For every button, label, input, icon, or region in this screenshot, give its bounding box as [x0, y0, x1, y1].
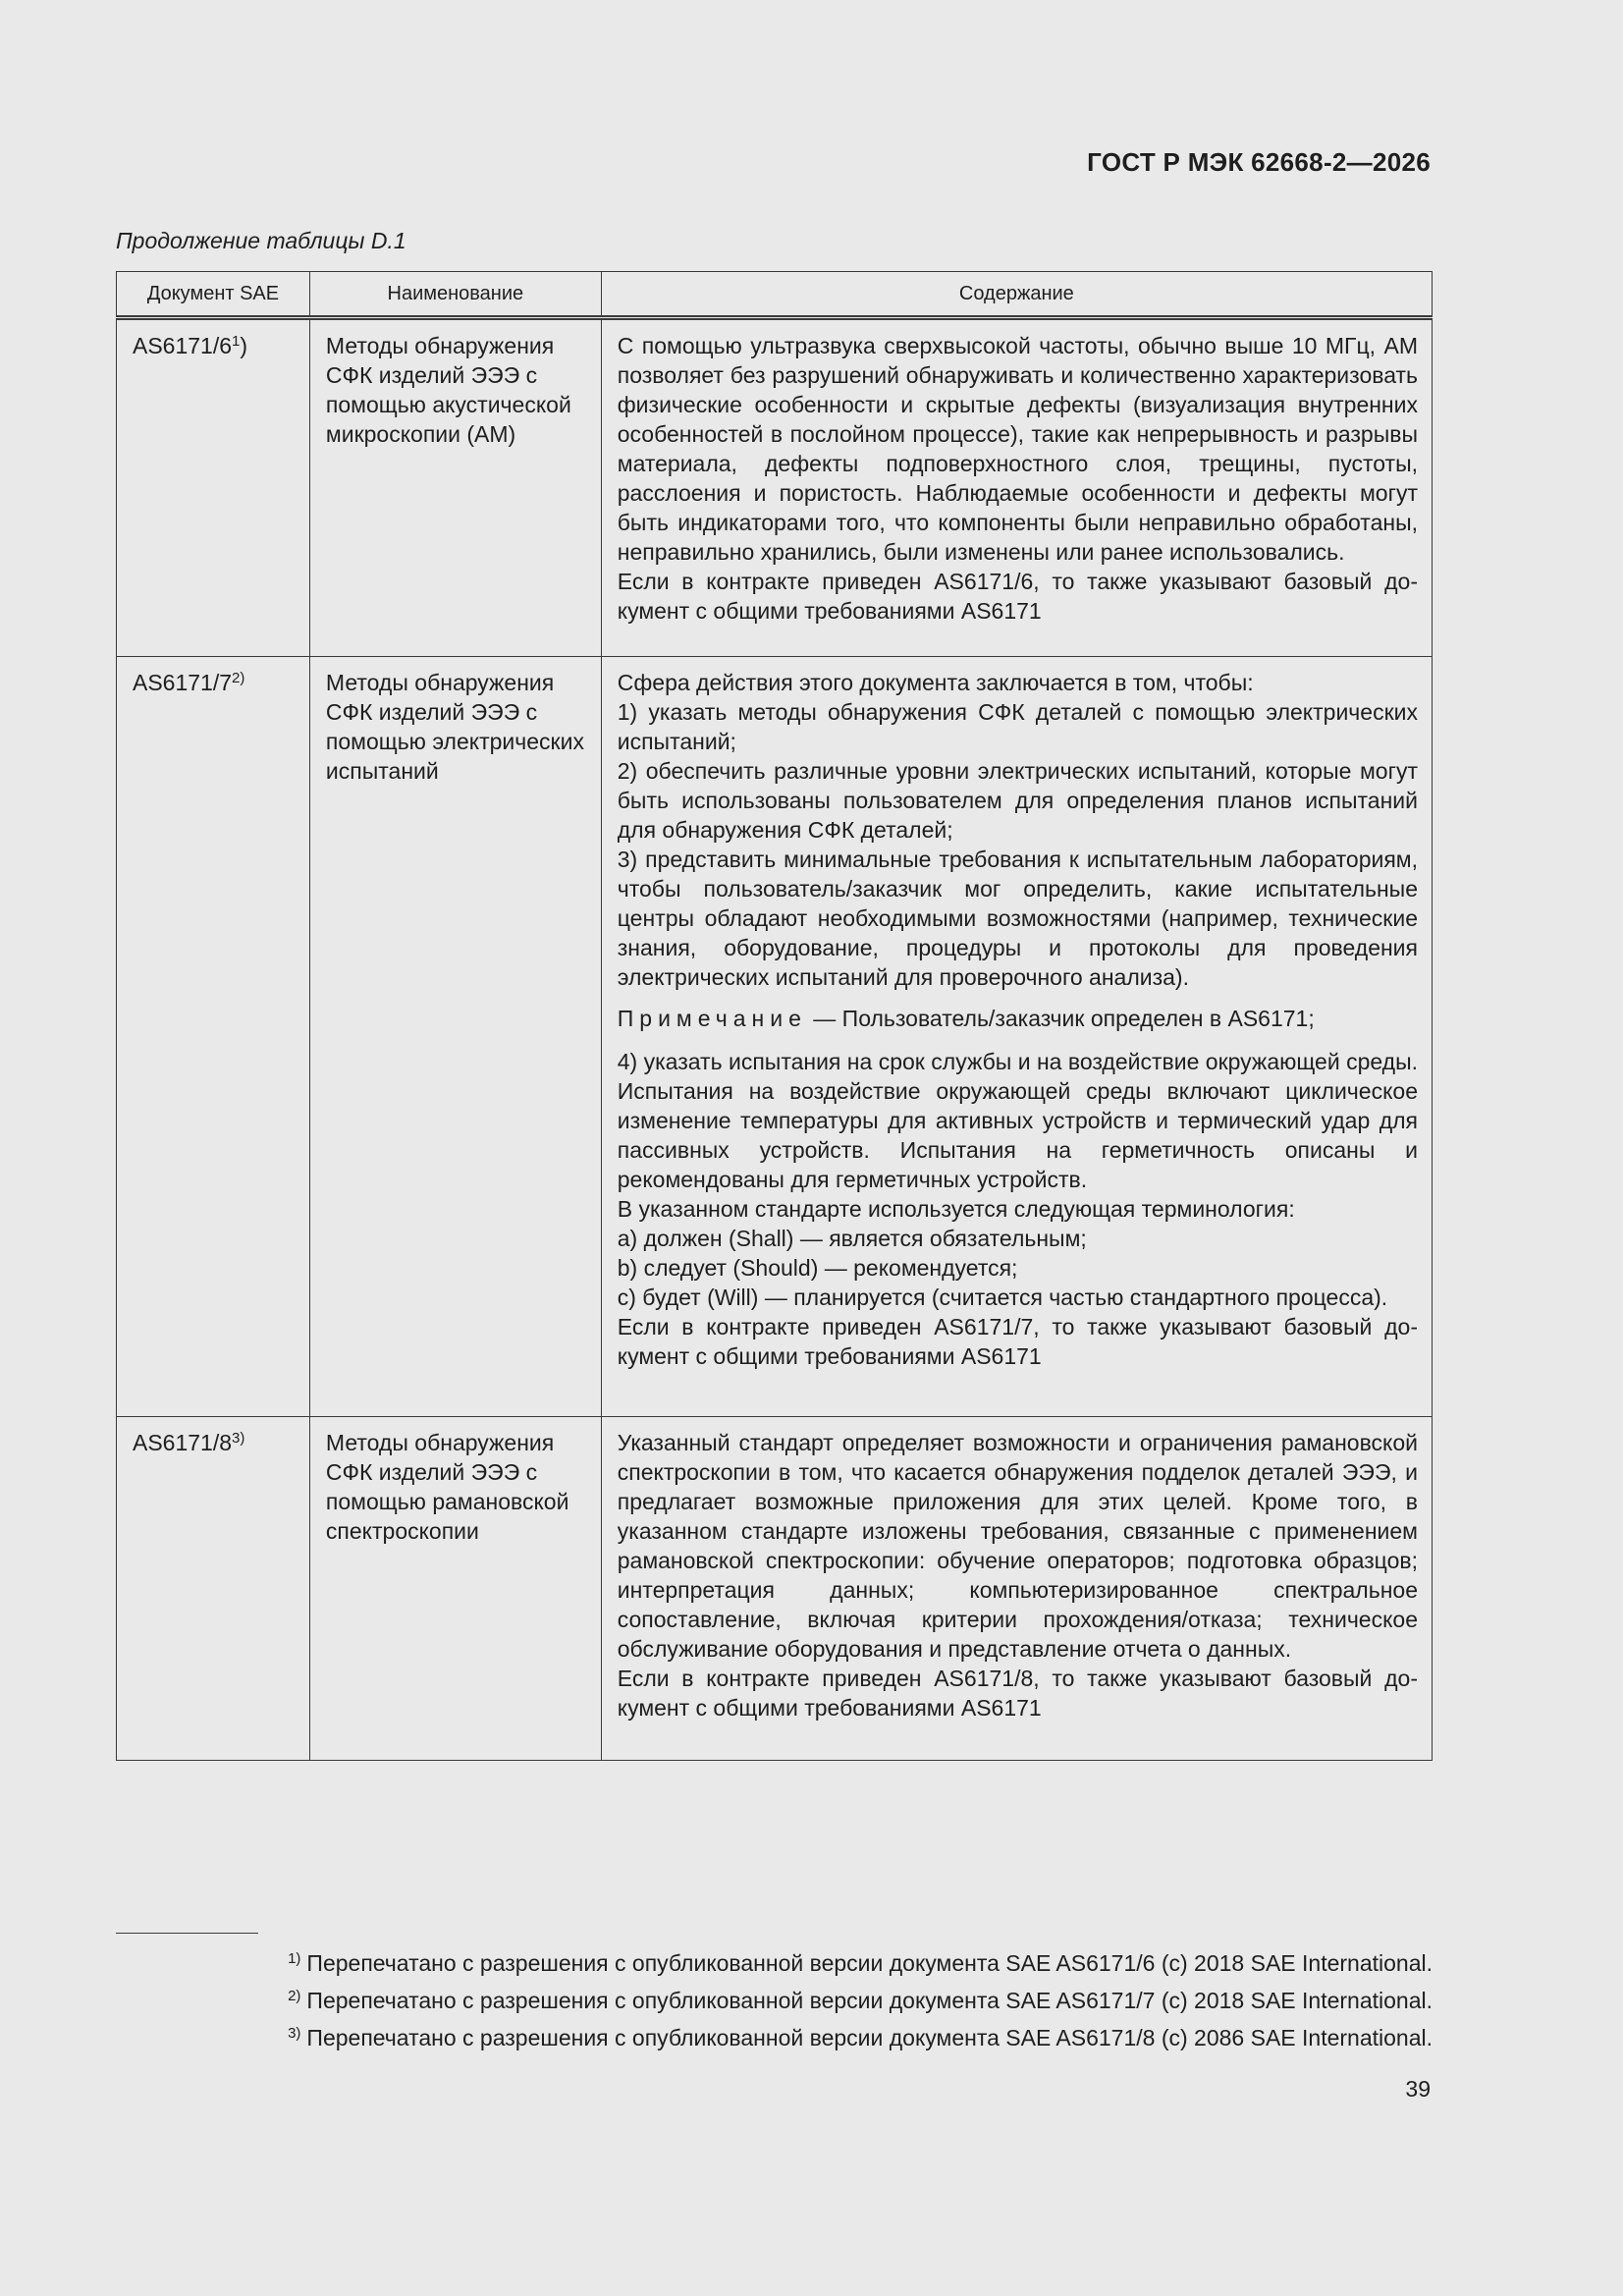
- document-cell: [117, 1417, 310, 1761]
- footnote-2: [0, 1982, 1433, 2019]
- table-row-as6171-7: [117, 657, 1433, 1417]
- standard-designation: ГОСТ Р МЭК 62668-2—2026: [1087, 147, 1431, 177]
- footnote-mark: 1): [288, 1950, 301, 1967]
- content-paragraph: Если в контракте приведен AS6171/8, то также указывают базовый документ с общими требованиями AS6171: [617, 1666, 1418, 1721]
- column-header-document: Документ SAE: [117, 272, 310, 318]
- footnote-ref: 1: [232, 333, 241, 350]
- note-text: — Пользователь/заказчик определен в AS6171;: [806, 1006, 1315, 1031]
- document-cell: [117, 318, 310, 657]
- name-cell: Методы обнаружения СФК изделий ЭЭЭ с помощью электрических испытаний: [309, 657, 601, 1417]
- content-paragraph: Сфера действия этого документа заключается в том, чтобы:: [617, 670, 1254, 695]
- table-header-row: [117, 272, 1433, 318]
- column-header-name: Наименование: [309, 272, 601, 318]
- content-paragraph: 3) представить минимальные требования к испытательным лабораториям, чтобы пользователь/заказчик мог определить, какие испытательные центры обладают необходимыми возможностями (например, технические знания, оборудование, процедуры и протоколы для проведения электрических испытаний для проверочного анализа).: [617, 847, 1418, 990]
- footnote-ref-paren: ): [240, 333, 248, 358]
- footnote-ref: 3): [232, 1430, 245, 1447]
- document-id: AS6171/6: [133, 333, 233, 358]
- content-cell: [601, 1417, 1432, 1761]
- sae-documents-table: [116, 271, 1433, 1761]
- name-cell: Методы обнаружения СФК изделий ЭЭЭ с помощью рамановской спектроскопии: [309, 1417, 601, 1761]
- footnote-mark: 3): [288, 2025, 301, 2042]
- content-paragraph: Если в контракте приведен AS6171/7, то также указывают базовый документ с общими требованиями AS6171: [617, 1314, 1418, 1369]
- content-cell: [601, 657, 1432, 1417]
- footnote-1: [0, 1944, 1433, 1982]
- content-paragraph: 4) указать испытания на срок службы и на воздействие окружающей среды. Испытания на воздействие окружающей среды включают циклическое изменение температуры для активных устройств и термический удар для пассивных устройств. Испытания на герметичность описаны и рекомендованы для герметичных устройств.: [617, 1049, 1418, 1192]
- note-label: Примечание: [617, 1006, 807, 1031]
- column-header-content: Содержание: [601, 272, 1432, 318]
- content-paragraph: Указанный стандарт определяет возможности и ограничения рамановской спектроскопии в том, что касается обнаружения подделок деталей ЭЭЭ, и предлагает возможные приложения для этих целей. Кроме того, в указанном стандарте изложены требования, связанные с применением рамановской спектроскопии: обучение операторов; подготовка образцов; интерпретация данных; компьютеризированное спектральное сопоставление, включая критерии прохождения/отказа; техническое обслуживание оборудования и представление отчета о данных.: [617, 1430, 1418, 1662]
- table-row-as6171-6: [117, 318, 1433, 657]
- content-paragraph: В указанном стандарте используется следующая терминология:: [617, 1196, 1295, 1222]
- content-paragraph: 2) обеспечить различные уровни электрических испытаний, которые могут быть использованы пользователем для определения планов испытаний для обнаружения СФК деталей;: [617, 758, 1418, 843]
- content-paragraph: c) будет (Will) — планируется (считается частью стандартного процесса).: [617, 1285, 1388, 1310]
- content-paragraph: С помощью ультразвука сверхвысокой частоты, обычно выше 10 МГц, AM позволяет без разрушений обнаруживать и количественно характеризовать физические особенности и скрытые дефекты (визуализация внутренних особенностей в послойном процессе), такие как непрерывность и разрывы материала, дефекты подповерхностного слоя, трещины, пустоты, расслоения и пористость. Наблюдаемые особенности и дефекты могут быть индикаторами того, что компоненты были неправильно обработаны, неправильно хранились, были изменены или ранее использовались.: [617, 333, 1418, 565]
- page-number: 39: [1405, 2076, 1431, 2102]
- name-cell: Методы обнаружения СФК изделий ЭЭЭ с помощью акустической микроскопии (AM): [309, 318, 601, 657]
- footnote-ref: 2): [232, 670, 245, 686]
- document-id: AS6171/7: [133, 670, 233, 695]
- note: [618, 1004, 1418, 1033]
- table-row-as6171-8: [117, 1417, 1433, 1761]
- footnote-mark: 2): [288, 1988, 301, 2004]
- document-cell: [117, 657, 310, 1417]
- table-caption: Продолжение таблицы D.1: [116, 228, 406, 253]
- footnote-3: [0, 2019, 1433, 2056]
- document-id: AS6171/8: [133, 1430, 233, 1455]
- footnote-separator: [116, 1933, 258, 1934]
- footnote-text: Перепечатано с разрешения с опубликованной версии документа SAE AS6171/7 (c) 2018 SAE International.: [306, 1988, 1433, 2013]
- content-cell: [601, 318, 1432, 657]
- footnotes: [0, 1944, 1433, 2056]
- content-paragraph: b) следует (Should) — рекомендуется;: [617, 1255, 1018, 1281]
- footnote-text: Перепечатано с разрешения с опубликованной версии документа SAE AS6171/8 (c) 2086 SAE International.: [306, 2025, 1433, 2050]
- content-paragraph: 1) указать методы обнаружения СФК деталей с помощью электрических испытаний;: [617, 699, 1418, 754]
- content-paragraph: а) должен (Shall) — является обязательным;: [617, 1226, 1087, 1251]
- content-paragraph: Если в контракте приведен AS6171/6, то также указывают базовый документ с общими требованиями AS6171: [617, 569, 1418, 624]
- footnote-text: Перепечатано с разрешения с опубликованной версии документа SAE AS6171/6 (c) 2018 SAE International.: [306, 1950, 1433, 1976]
